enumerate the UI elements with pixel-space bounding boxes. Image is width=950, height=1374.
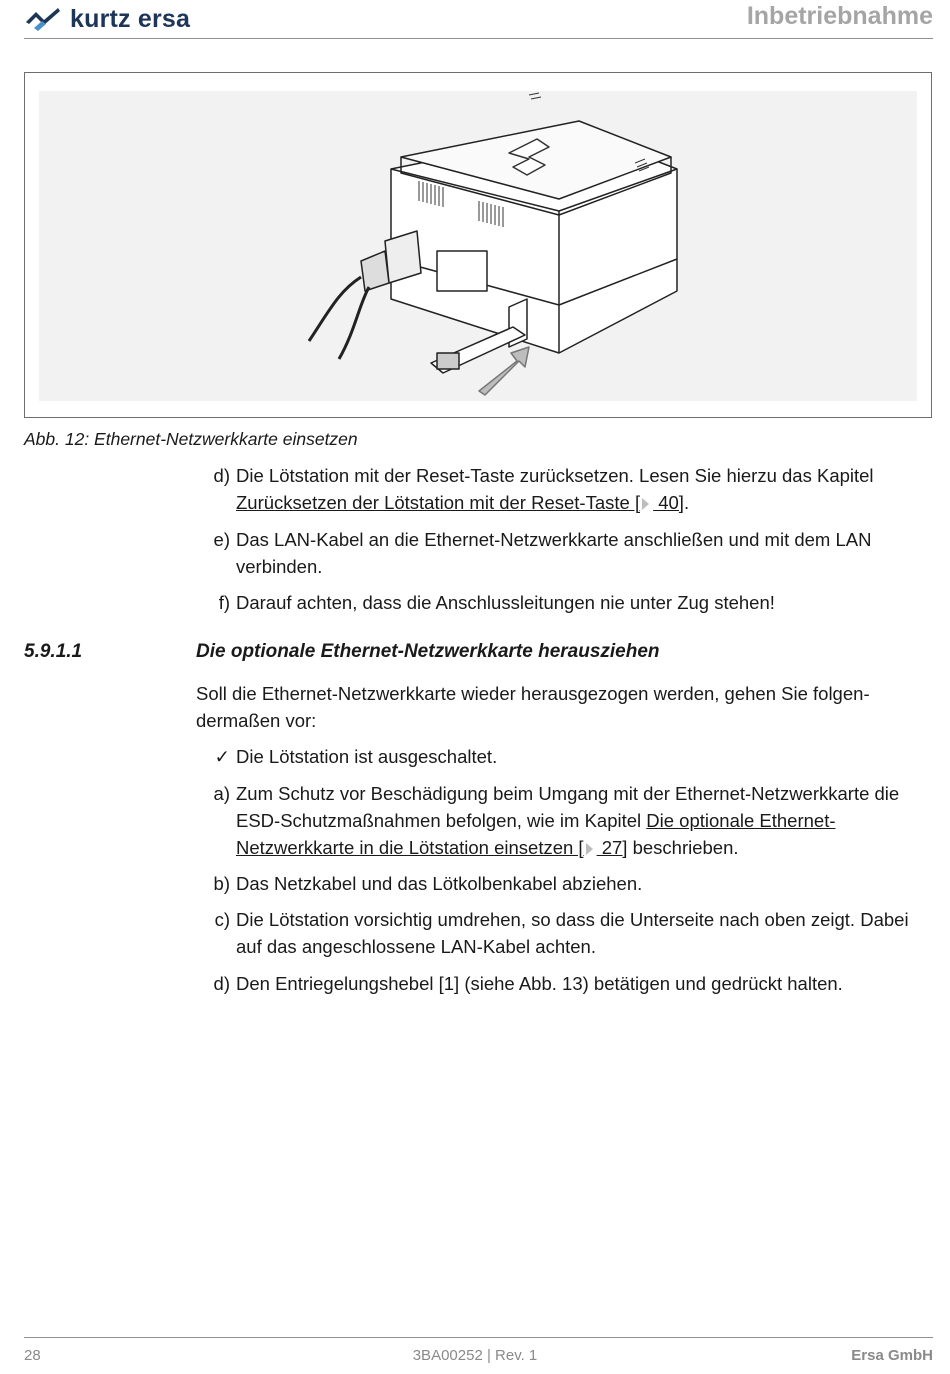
kurtz-ersa-logo-icon [24,6,62,32]
list-item [196,906,916,960]
step-text: Die Lötstation vorsichtig umdrehen, so dass die Unterseite nach oben zeigt. Dabei auf das angeschlossene LAN-Kabel achten. [236,909,909,957]
header-divider [24,38,933,39]
document-id: 3BA00252 | Rev. 1 [412,1347,538,1364]
section-title: Die optionale Ethernet-Netzwerkkarte herausziehen [196,641,660,662]
page-arrow-icon [642,498,649,510]
list-item [196,780,916,861]
figure-frame [24,72,932,418]
soldering-station-illustration [39,91,917,401]
step-text: Zum Schutz vor Beschädigung beim Umgang mit der Ethernet-Netzwerkkarte die ESD-Schutzmaßnahmen befolgen, wie im Kapitel Die optionale Ethernet-Netzwerkkarte in die Lötstation einsetzen [ 27] beschrieben. [236,783,900,858]
step-marker: d) [213,973,230,994]
list-item [196,526,916,580]
step-marker: e) [213,529,230,550]
step-text: Das Netzkabel und das Lötkolbenkabel abziehen. [236,873,643,894]
figure-caption: Abb. 12: Ethernet-Netzwerkkarte einsetzen [24,429,358,449]
step-marker: f) [218,592,230,613]
step-marker: b) [213,873,230,894]
brand-name: kurtz ersa [70,4,191,33]
chapter-link[interactable]: Die optionale Ethernet-Netzwerkkarte in die Lötstation einsetzen [ 27] [236,810,836,858]
step-marker: c) [214,909,230,930]
list-item [196,589,916,616]
footer-divider [24,1337,933,1338]
list-item [196,462,916,516]
step-marker: a) [213,783,230,804]
step-marker: d) [213,465,230,486]
checkmark-icon: ✓ [214,746,230,767]
step-text: Die Lötstation mit der Reset-Taste zurücksetzen. Lesen Sie hierzu das Kapitel Zurücksetzen der Lötstation mit der Reset-Taste [ 40]. [236,465,874,513]
step-text: Den Entriegelungshebel [1] (siehe Abb. 13) betätigen und gedrückt halten. [236,973,843,994]
list-item [196,870,916,897]
company-name: Ersa GmbH [851,1347,933,1364]
chapter-link[interactable]: Zurücksetzen der Lötstation mit der Reset-Taste [ 40] [236,492,684,513]
list-item [196,970,916,997]
page-arrow-icon [586,843,593,855]
section-number: 5.9.1.1 [24,641,83,662]
precondition-text: Die Lötstation ist ausgeschaltet. [236,746,498,767]
figure-illustration [39,91,917,401]
step-text: Das LAN-Kabel an die Ethernet-Netzwerkkarte anschließen und mit dem LAN verbinden. [236,529,872,577]
chapter-title: Inbetriebnahme [746,2,933,30]
page-number: 28 [24,1347,41,1364]
section-intro: Soll die Ethernet-Netzwerkkarte wieder herausgezogen werden, gehen Sie folgendermaßen vor: [196,683,870,731]
brand-logo [24,4,190,34]
precondition-item [196,743,916,770]
step-text: Darauf achten, dass die Anschlussleitungen nie unter Zug stehen! [236,592,775,613]
